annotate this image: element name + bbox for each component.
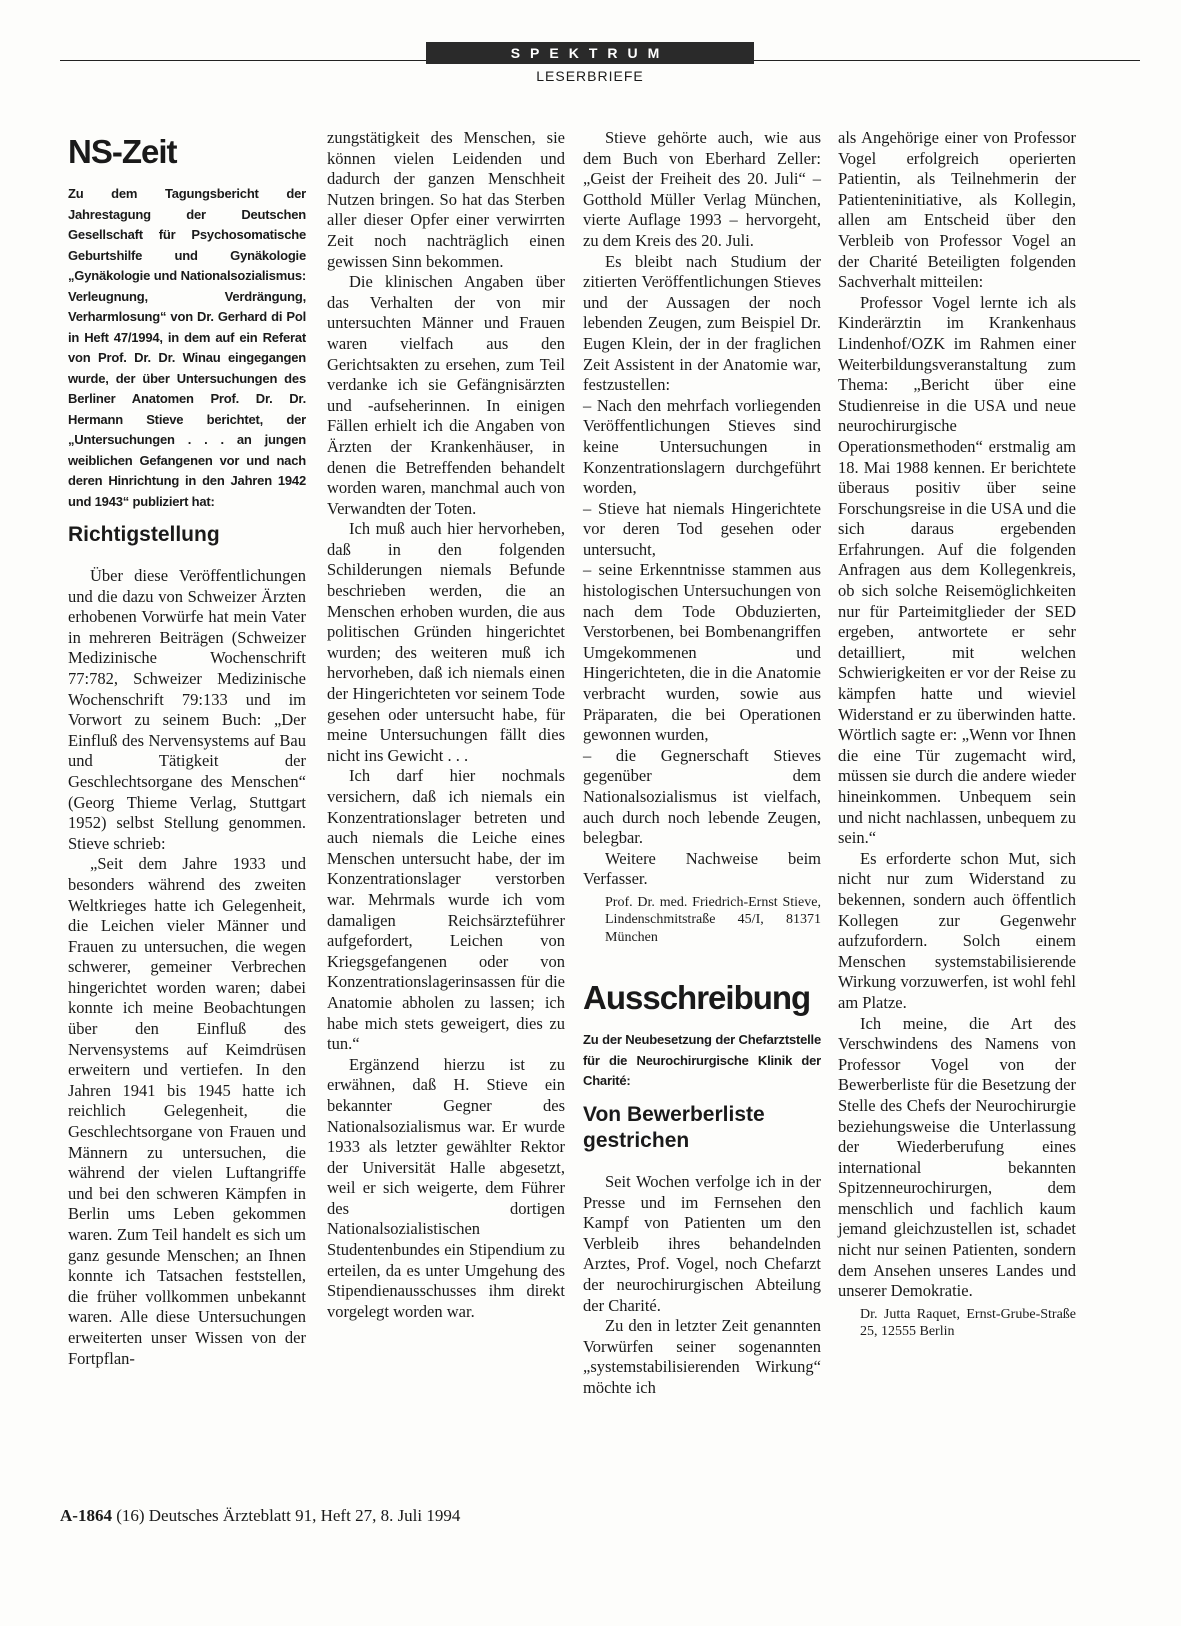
- article1-paragraph: Es bleibt nach Studium der zitierten Veröffentlichungen Stieves und der Aussagen der noch lebenden Zeugen, zum Beispiel Dr. Eugen Klein, der in der fraglichen Zeit Assistent in der Anatomie war, festzustellen:: [583, 251, 821, 395]
- page-footer: [60, 1506, 460, 1526]
- article1-paragraph: Stieve gehörte auch, wie aus dem Buch von Eberhard Zeller: „Geist der Freiheit des 20. Juli“ – Gotthold Müller Verlag München, vierte Auflage 1993 – hervorgeht, zu dem Kreis des 20. Juli.: [583, 128, 821, 250]
- article2-signature: Dr. Jutta Raquet, Ernst-Grube-Straße 25, 12555 Berlin: [860, 1306, 1076, 1340]
- article1-paragraph: Ich darf hier nochmals versichern, daß ich niemals ein Konzentrationslager betreten und auch niemals die Leiche eines Menschen untersucht habe, der im Konzentrationslager verstorben war. Mehrmals wurde ich vom damaligen Reichsärzteführer aufgefordert, Leichen von Kriegsgefangenen oder von Konzentrationslagerinsassen für die Anatomie abholen zu lassen; ich habe mich stets geweigert, dies zu tun.“: [327, 766, 565, 1054]
- article1-headline: NS-Zeit: [68, 133, 177, 170]
- article1-list-item: – Stieve hat niemals Hingerichtete vor deren Tod gesehen oder untersucht,: [583, 498, 821, 559]
- column-1: [68, 128, 306, 1369]
- article2-headline: Ausschreibung: [583, 979, 811, 1017]
- article2-paragraph: Seit Wochen verfolge ich in der Presse und im Fernsehen den Kampf von Patienten um den Verbleib ihres behandelnden Arztes, Prof. Vogel, noch Chefarzt der neurochirurgischen Abteilung der Charité.: [583, 1171, 821, 1315]
- article2-paragraph-start: Zu den in letzter Zeit genannten Vorwürfen seiner sogenannten „systemstabilisierenden Wirkung“ möchte ich: [583, 1316, 821, 1397]
- article2-intro: Zu der Neubesetzung der Chefarztstelle für die Neurochirurgische Klinik der Charité:: [583, 1032, 821, 1089]
- article1-paragraph: Ich muß auch hier hervorheben, daß in den folgenden Schilderungen niemals Befunde beschrieben werden, die an Menschen erhoben wurden, die aus politischen Gründen hingerichtet wurden; des weiteren muß ich hervorheben, daß ich niemals einen der Hingerichteten vor seinem Tode gesehen oder untersucht habe, für meine Untersuchungen fällt dies nicht ins Gewicht . . .: [327, 519, 565, 765]
- column-4: [838, 128, 1076, 1341]
- column-2: [327, 128, 565, 1322]
- article1-paragraph: Über diese Veröffentlichungen und die dazu von Schweizer Ärzten erhobenen Vorwürfe hat mein Vater in mehreren Beiträgen (Schweizer Medizinische Wochenschrift 77:782, Schweizer Medizinische Wochenschrift 79:133 und im Vorwort zu seinem Buch: „Der Einfluß des Nervensystems auf Bau und Tätigkeit der Geschlechtsorgane des Menschen“ (Georg Thieme Verlag, Stuttgart 1952) selbst Stellung genommen. Stieve schrieb:: [68, 566, 306, 853]
- article2-paragraph-continued: als Angehörige einer von Professor Vogel erfolgreich operierten Patientin, als Teilnehmerin der Patienteninitiative, als Kollegin, allen am Entscheid über den Verbleib von Professor Vogel an der Charité Beteiligten folgenden Sachverhalt mitteilen:: [838, 128, 1076, 292]
- article2-paragraph: Ich meine, die Art des Verschwindens des Namens von Professor Vogel von der Bewerberliste für die Besetzung der Stelle des Chefs der Neurochirurgie beziehungsweise die Unterlassung der Wiederberufung eines international bekannten Spitzenneurochirurgen, dem menschlich und fachlich kaum jemand gleichzustellen ist, schadet nicht nur seinen Patienten, sondern dem Ansehen unseres Landes und unserer Demokratie.: [838, 1013, 1076, 1301]
- subsection-label: LESERBRIEFE: [536, 68, 644, 84]
- journal-citation: (16) Deutsches Ärzteblatt 91, Heft 27, 8. Juli 1994: [116, 1506, 461, 1525]
- article1-paragraph: Die klinischen Angaben über das Verhalten der von mir untersuchten Männer und Frauen waren vielfach aus den Gerichtsakten zu ersehen, zum Teil verdanke ich sie Gefängnisärzten und -aufseherinnen. In einigen Fällen erhielt ich die Angaben von Ärzten der Krankenhäuser, in denen die Betreffenden behandelt worden waren, manchmal auch von Verwandten der Toten.: [327, 272, 565, 518]
- article1-quote-start: „Seit dem Jahre 1933 und besonders während des zweiten Weltkrieges hatte ich Gelegenheit, die Leichen vieler Männer und Frauen zu untersuchen, die wegen schwerer, gemeiner Verbrechen hingerichtet worden waren; dabei konnte ich meine Beobachtungen über den Einfluß des Nervensystems auf Keimdrüsen erweitern und vertiefen. In den Jahren 1941 bis 1945 hatte ich reichlich Gelegenheit, die Geschlechtsorgane von Frauen und Männern zu untersuchen, die während der vielen Luftangriffe und bei den schweren Kämpfen in Berlin ums Leben gekommen waren. Zum Teil handelt es sich um ganz gesunde Menschen; an Ihnen konnte ich Tatsachen feststellen, die früher vollkommen unbekannt waren. Alle diese Untersuchungen erweiterten unser Wissen von der Fortpflan-: [68, 854, 306, 1368]
- article2-paragraph: Es erforderte schon Mut, sich nicht nur zum Widerstand zu bekennen, sondern auch öffentlich Kollegen zur Gegenwehr aufzufordern. Solch einem Menschen systemstabilisierende Wirkung vorzuwerfen, ist wohl fehl am Platze.: [838, 848, 1076, 1012]
- article1-list-item: – die Gegnerschaft Stieves gegenüber dem Nationalsozialismus ist vielfach, auch durch noch lebende Zeugen, belegbar.: [583, 745, 821, 848]
- article1-subhead: Richtigstellung: [68, 523, 220, 546]
- page-header: [0, 0, 1181, 100]
- article1-quote-continued: zungstätigkeit des Menschen, sie können vielen Leidenden und dadurch der ganzen Menschheit Nutzen bringen. So hat das Sterben aller dieser Opfer einer verwirrten Zeit noch nachträglich einen gewissen Sinn bekommen.: [327, 128, 565, 271]
- article1-list-item: – seine Erkenntnisse stammen aus histologischen Untersuchungen von nach dem Tode Obduzierten, Verstorbenen, bei Bombenangriffen Umgekommenen und Hingerichteten, die in die Anatomie verbracht wurden, sowie aus Präparaten, die bei Operationen gewonnen wurden,: [583, 560, 821, 745]
- section-banner: SPEKTRUM: [426, 42, 754, 64]
- article1-paragraph: Ergänzend hierzu ist zu erwähnen, daß H. Stieve ein bekannter Gegner des Nationalsozialismus war. Er wurde 1933 als letzter gewählter Rektor der Universität Halle abgesetzt, weil er sich weigerte, dem Führer des dortigen Nationalsozialistischen Studentenbundes ein Stipendium zu erteilen, da es unter Umgehung des Stipendienausschusses ihm direkt vorgelegt worden war.: [327, 1054, 565, 1321]
- article1-paragraph: Weitere Nachweise beim Verfasser.: [583, 848, 821, 889]
- article1-signature: Prof. Dr. med. Friedrich-Ernst Stieve, Lindenschmitstraße 45/I, 81371 München: [605, 894, 821, 945]
- article1-intro: Zu dem Tagungsbericht der Jahrestagung der Deutschen Gesellschaft für Psychosomatische Geburtshilfe und Gynäkologie „Gynäkologie und Nationalsozialismus: Verleugnung, Verdrängung, Verharmlosung“ von Dr. Gerhard di Pol in Heft 47/1994, in dem auf ein Referat von Prof. Dr. Dr. Winau eingegangen wurde, der über Untersuchungen des Berliner Anatomen Prof. Dr. Dr. Hermann Stieve berichtet, der „Untersuchungen . . . an jungen weiblichen Gefangenen vor und nach deren Hinrichtung in den Jahren 1942 und 1943“ publiziert hat:: [68, 186, 306, 509]
- column-3: [583, 128, 821, 1399]
- page-number: A-1864: [60, 1506, 112, 1525]
- article2-subhead: Von Bewerberliste gestrichen: [583, 1102, 765, 1152]
- article2-paragraph: Professor Vogel lernte ich als Kinderärztin im Krankenhaus Lindenhof/OZK im Rahmen einer Weiterbildungsveranstaltung zum Thema: „Bericht über eine Studienreise in die USA und neue neurochirurgische Operationsmethoden“ erstmalig am 18. Mai 1988 kennen. Er berichtete überaus positiv über seine Forschungsreise in die USA und die sich daraus ergebenden Erfahrungen. Auf die folgenden Anfragen aus dem Kollegenkreis, ob sich solche Reisemöglichkeiten nur für Parteimitglieder der SED ergeben, antwortete er sehr detailliert, mit welchen Schwierigkeiten er vor der Reise zu kämpfen hatte und wieviel Widerstand er zu überwinden hatte. Wörtlich sagte er: „Wenn vor Ihnen die eine Tür zugemacht wird, müssen sie durch die andere wieder hineinkommen. Unbequem sein und nicht nachlassen, unbequem zu sein.“: [838, 292, 1076, 848]
- article1-list-item: – Nach den mehrfach vorliegenden Veröffentlichungen Stieves sind keine Untersuchungen in Konzentrationslagern durchgeführt worden,: [583, 395, 821, 498]
